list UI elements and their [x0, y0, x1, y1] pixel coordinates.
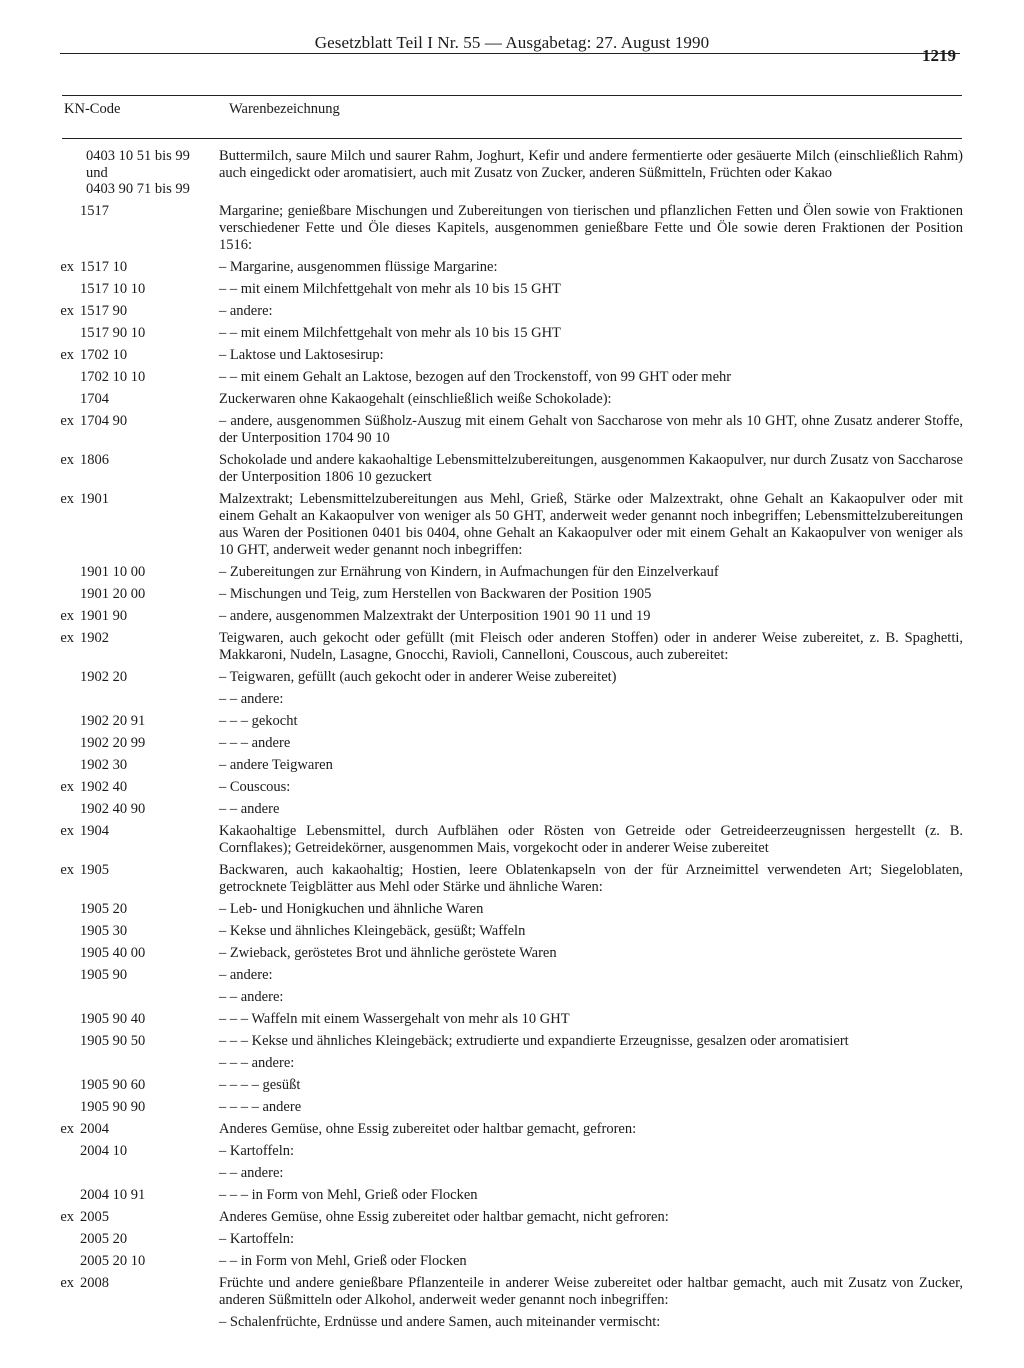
- indent-dashes: – – –: [219, 713, 252, 729]
- description-text: mit einem Milchfettgehalt von mehr als 10 bis 15 GHT: [240, 281, 561, 297]
- table-row: [0, 148, 1024, 198]
- description: [219, 391, 963, 408]
- code-number: 1902 20 99: [80, 735, 146, 751]
- description: [219, 491, 963, 559]
- kn-code: [30, 1209, 200, 1226]
- code-number: 1905 90 40: [80, 1011, 146, 1027]
- indent-dashes: –: [219, 564, 230, 580]
- description: [219, 1165, 963, 1182]
- indent-dashes: – – –: [219, 735, 252, 751]
- description-text: andere:: [229, 967, 273, 983]
- description-text: andere: [251, 735, 291, 751]
- description: [219, 823, 963, 857]
- description: [219, 801, 963, 818]
- code-number: 1517 90 10: [80, 325, 146, 341]
- code-number: 1902 20: [80, 669, 128, 685]
- description: [219, 630, 963, 664]
- description: [219, 1011, 963, 1028]
- code-number: 1517: [80, 203, 109, 219]
- code-number: 1905 20: [80, 901, 128, 917]
- description-text: Anderes Gemüse, ohne Essig zubereitet oder haltbar gemacht, gefroren:: [219, 1121, 637, 1137]
- description: [219, 1231, 963, 1248]
- kn-code: [30, 779, 200, 796]
- description-text: Malzextrakt; Lebensmittelzubereitungen aus Mehl, Grieß, Stärke oder Malzextrakt, ohne Gehalt an Kakaopulver oder mit einem Gehalt an Kakaopulver von weniger als 50 GHT, anderweit weder genannt noch inbegriffen; Lebensmittelzubereitungen aus Waren der Positionen 0401 bis 0404, ohne Gehalt an Kakaopulver oder mit einem Gehalt an Kakaopulver von weniger als 10 GHT, anderweit weder genannt noch inbegriffen:: [219, 491, 963, 558]
- table-row: [0, 325, 1024, 342]
- table-row: [0, 1121, 1024, 1138]
- description-text: Zubereitungen zur Ernährung von Kindern, in Aufmachungen für den Einzelverkauf: [229, 564, 719, 580]
- kn-code: [30, 452, 200, 469]
- table-row: [0, 967, 1024, 984]
- code-number: 1905: [80, 862, 109, 878]
- table-row: [0, 1143, 1024, 1160]
- kn-code: [30, 801, 200, 818]
- code-number: 2008: [80, 1275, 109, 1291]
- description: [219, 945, 963, 962]
- description-text: Schalenfrüchte, Erdnüsse und andere Samen, auch miteinander vermischt:: [229, 1314, 661, 1330]
- table-row: [0, 901, 1024, 918]
- code-number: 1704: [80, 391, 109, 407]
- description: [219, 1275, 963, 1309]
- description-text: Couscous:: [229, 779, 291, 795]
- table-row: [0, 1187, 1024, 1204]
- description: [219, 989, 963, 1006]
- indent-dashes: – – –: [219, 1187, 252, 1203]
- kn-code: [30, 1275, 200, 1292]
- code-number: 1806: [80, 452, 109, 468]
- description: [219, 1055, 963, 1072]
- indent-dashes: –: [219, 1143, 230, 1159]
- description-text: Laktose und Laktosesirup:: [229, 347, 384, 363]
- description-text: Kartoffeln:: [229, 1143, 295, 1159]
- code-number: 1905 90 50: [80, 1033, 146, 1049]
- description: [219, 325, 963, 342]
- code-number: 2005 20: [80, 1231, 128, 1247]
- description-text: in Form von Mehl, Grieß oder Flocken: [240, 1253, 467, 1269]
- table-row: [0, 586, 1024, 603]
- table-row: [0, 564, 1024, 581]
- description-text: andere, ausgenommen Malzextrakt der Unterposition 1901 90 11 und 19: [229, 608, 651, 624]
- description-text: andere:: [240, 989, 284, 1005]
- description: [219, 259, 963, 276]
- ex-marker: ex: [60, 259, 74, 275]
- description: [219, 1209, 963, 1226]
- description-text: gekocht: [251, 713, 298, 729]
- table-row: [0, 1231, 1024, 1248]
- ex-marker: ex: [60, 1121, 74, 1137]
- description-text: mit einem Gehalt an Laktose, bezogen auf den Trockenstoff, von 99 GHT oder mehr: [240, 369, 732, 385]
- indent-dashes: – –: [219, 325, 241, 341]
- description: [219, 413, 963, 447]
- kn-code: [30, 1099, 200, 1116]
- description: [219, 967, 963, 984]
- description: [219, 564, 963, 581]
- description: [219, 669, 963, 686]
- kn-code: [30, 945, 200, 962]
- table-row: [0, 801, 1024, 818]
- description: [219, 1253, 963, 1270]
- description: [219, 452, 963, 486]
- ex-marker: ex: [60, 608, 74, 624]
- description: [219, 369, 963, 386]
- table-row: [0, 669, 1024, 686]
- description-text: Margarine; genießbare Mischungen und Zubereitungen von tierischen und pflanzlichen Fetten und Ölen sowie von Fraktionen verschiedener Fette und Öle dieses Kapitels, ausgenommen genießbare Fette und Öle sowie deren Fraktionen der Position 1516:: [219, 203, 963, 253]
- kn-code: [30, 491, 200, 508]
- kn-code: [30, 1033, 200, 1050]
- table-header-rule: [62, 138, 962, 139]
- description-text: Teigwaren, auch gekocht oder gefüllt (mit Fleisch oder anderen Stoffen) oder in anderer Weise zubereitet, z. B. Spaghetti, Makkaroni, Nudeln, Lasagne, Gnocchi, Ravioli, Cannelloni, Couscous, auch zubereitet:: [219, 630, 963, 663]
- indent-dashes: – –: [219, 989, 241, 1005]
- kn-code: [30, 413, 200, 430]
- column-header-code: KN-Code: [64, 101, 121, 117]
- table-row: [0, 862, 1024, 896]
- table-row: [0, 989, 1024, 1006]
- indent-dashes: – – –: [219, 1055, 252, 1071]
- code-number: 1702 10 10: [80, 369, 146, 385]
- kn-code: [30, 713, 200, 730]
- kn-code: [30, 862, 200, 879]
- code-number: 1901 10 00: [80, 564, 146, 580]
- description: [219, 1121, 963, 1138]
- description: [219, 608, 963, 625]
- code-number: 2004: [80, 1121, 109, 1137]
- kn-code: [30, 1231, 200, 1248]
- description: [219, 203, 963, 254]
- code-number: 0403 10 51 bis 99 und 0403 90 71 bis 99: [86, 148, 190, 197]
- table-row: [0, 630, 1024, 664]
- description-text: Anderes Gemüse, ohne Essig zubereitet oder haltbar gemacht, nicht gefroren:: [219, 1209, 669, 1225]
- table-row: [0, 259, 1024, 276]
- indent-dashes: –: [219, 669, 230, 685]
- ex-marker: ex: [60, 491, 74, 507]
- indent-dashes: –: [219, 901, 230, 917]
- table-row: [0, 779, 1024, 796]
- table-row: [0, 413, 1024, 447]
- description: [219, 1077, 963, 1094]
- description-text: andere:: [251, 1055, 295, 1071]
- code-number: 2004 10 91: [80, 1187, 146, 1203]
- kn-code: [30, 757, 200, 774]
- kn-code: [30, 630, 200, 647]
- code-number: 1905 90: [80, 967, 128, 983]
- description: [219, 862, 963, 896]
- code-number: 1702 10: [80, 347, 128, 363]
- code-number: 1902 40 90: [80, 801, 146, 817]
- table-row: [0, 735, 1024, 752]
- description-text: Leb- und Honigkuchen und ähnliche Waren: [229, 901, 484, 917]
- description-text: in Form von Mehl, Grieß oder Flocken: [251, 1187, 478, 1203]
- ex-marker: ex: [60, 630, 74, 646]
- indent-dashes: – –: [219, 1165, 241, 1181]
- description: [219, 757, 963, 774]
- table-row: [0, 945, 1024, 962]
- code-number: 1901 90: [80, 608, 128, 624]
- description: [219, 586, 963, 603]
- ex-marker: ex: [60, 823, 74, 839]
- description: [219, 923, 963, 940]
- description-text: Waffeln mit einem Wassergehalt von mehr als 10 GHT: [251, 1011, 570, 1027]
- indent-dashes: –: [219, 413, 231, 429]
- description-text: Kakaohaltige Lebensmittel, durch Aufblähen oder Rösten von Getreide oder Getreideerzeugnissen hergestellt (z. B. Cornflakes); Getreidekörner, ausgenommen Mais, vorgekocht oder in anderer Weise zubereitet: [219, 823, 963, 856]
- indent-dashes: –: [219, 757, 230, 773]
- description-text: Kekse und ähnliches Kleingebäck; extrudierte und expandierte Erzeugnisse, gesalzen oder aromatisiert: [251, 1033, 849, 1049]
- kn-code: [30, 1055, 200, 1072]
- kn-code: [30, 1253, 200, 1270]
- ex-marker: ex: [60, 779, 74, 795]
- description-text: Teigwaren, gefüllt (auch gekocht oder in anderer Weise zubereitet): [229, 669, 617, 685]
- description: [219, 347, 963, 364]
- description: [219, 1187, 963, 1204]
- description-text: andere Teigwaren: [229, 757, 333, 773]
- code-number: 2005: [80, 1209, 109, 1225]
- table-row: [0, 713, 1024, 730]
- description-text: Zwieback, geröstetes Brot und ähnliche geröstete Waren: [229, 945, 557, 961]
- description: [219, 1314, 963, 1331]
- kn-code: [30, 1187, 200, 1204]
- code-number: 1517 10: [80, 259, 128, 275]
- indent-dashes: –: [219, 586, 230, 602]
- table-row: [0, 1253, 1024, 1270]
- table-row: [0, 1314, 1024, 1331]
- description-text: Kekse und ähnliches Kleingebäck, gesüßt; Waffeln: [229, 923, 526, 939]
- description: [219, 713, 963, 730]
- description-text: Kartoffeln:: [229, 1231, 295, 1247]
- table-row: [0, 391, 1024, 408]
- description-text: gesüßt: [262, 1077, 301, 1093]
- ex-marker: ex: [60, 452, 74, 468]
- indent-dashes: – –: [219, 1253, 241, 1269]
- kn-code: [30, 391, 200, 408]
- indent-dashes: –: [219, 347, 230, 363]
- description: [219, 779, 963, 796]
- code-number: 1901: [80, 491, 109, 507]
- code-number: 1905 90 60: [80, 1077, 146, 1093]
- description-text: andere: [262, 1099, 302, 1115]
- table-row: [0, 1275, 1024, 1309]
- indent-dashes: – –: [219, 369, 241, 385]
- kn-code: [30, 1165, 200, 1182]
- description: [219, 1099, 963, 1116]
- header-rule: [60, 53, 960, 54]
- table-row: [0, 608, 1024, 625]
- ex-marker: ex: [60, 303, 74, 319]
- kn-code: [30, 281, 200, 298]
- description-text: Backwaren, auch kakaohaltig; Hostien, leere Oblatenkapseln von der für Arzneimittel verwendeten Art; Siegeloblaten, getrocknete Teigblätter aus Mehl oder Stärke und ähnliche Waren:: [219, 862, 963, 895]
- code-number: 1904: [80, 823, 109, 839]
- kn-code: [30, 967, 200, 984]
- indent-dashes: –: [219, 259, 230, 275]
- code-number: 1704 90: [80, 413, 128, 429]
- kn-code: [30, 735, 200, 752]
- table-row: [0, 1209, 1024, 1226]
- kn-code: [30, 325, 200, 342]
- kn-code: [30, 691, 200, 708]
- table-row: [0, 1011, 1024, 1028]
- table-row: [0, 491, 1024, 559]
- description-text: andere, ausgenommen Süßholz-Auszug mit einem Gehalt von Saccharose von mehr als 10 GHT, ohne Zusatz anderer Stoffe, der Unterposition 1704 90 10: [219, 413, 963, 446]
- kn-code: [30, 369, 200, 386]
- kn-code: [30, 303, 200, 320]
- description: [219, 735, 963, 752]
- page-number: 1219: [922, 46, 956, 65]
- description: [219, 281, 963, 298]
- table-row: [0, 369, 1024, 386]
- tariff-table: [0, 148, 1024, 1336]
- indent-dashes: –: [219, 608, 230, 624]
- indent-dashes: –: [219, 303, 230, 319]
- table-row: [0, 281, 1024, 298]
- table-row: [0, 923, 1024, 940]
- kn-code: [30, 1314, 200, 1331]
- kn-code: [30, 901, 200, 918]
- description-text: Schokolade und andere kakaohaltige Lebensmittelzubereitungen, ausgenommen Kakaopulver, nur durch Zusatz von Saccharose der Unterposition 1806 10 gezuckert: [219, 452, 963, 485]
- code-number: 2004 10: [80, 1143, 128, 1159]
- column-header-description: Warenbezeichnung: [229, 101, 340, 117]
- description-text: Mischungen und Teig, zum Herstellen von Backwaren der Position 1905: [229, 586, 652, 602]
- description-text: Buttermilch, saure Milch und saurer Rahm, Joghurt, Kefir und andere fermentierte oder gesäuerte Milch (einschließlich Rahm) auch eingedickt oder aromatisiert, auch mit Zusatz von Zucker, anderen Süßmitteln, Früchten oder Kakao: [219, 148, 963, 181]
- indent-dashes: – –: [219, 801, 241, 817]
- kn-code: [30, 1143, 200, 1160]
- code-number: 2005 20 10: [80, 1253, 146, 1269]
- code-number: 1902 40: [80, 779, 128, 795]
- code-number: 1905 30: [80, 923, 128, 939]
- kn-code: [30, 823, 200, 840]
- indent-dashes: – – – –: [219, 1077, 263, 1093]
- kn-code: [30, 259, 200, 276]
- table-row: [0, 203, 1024, 254]
- description-text: andere:: [240, 1165, 284, 1181]
- table-row: [0, 691, 1024, 708]
- description-text: Früchte und andere genießbare Pflanzenteile in anderer Weise zubereitet oder haltbar gemacht, auch mit Zusatz von Zucker, anderen Süßmitteln oder Alkohol, anderweit weder genannt noch inbegriffen:: [219, 1275, 963, 1308]
- kn-code: [30, 989, 200, 1006]
- ex-marker: ex: [60, 862, 74, 878]
- kn-code: [30, 923, 200, 940]
- ex-marker: ex: [60, 1209, 74, 1225]
- code-number: 1517 10 10: [80, 281, 146, 297]
- table-row: [0, 1077, 1024, 1094]
- code-number: 1901 20 00: [80, 586, 146, 602]
- kn-code: [30, 203, 200, 220]
- description: [219, 303, 963, 320]
- kn-code: [30, 148, 200, 198]
- description: [219, 691, 963, 708]
- kn-code: [30, 1121, 200, 1138]
- table-row: [0, 1055, 1024, 1072]
- kn-code: [30, 347, 200, 364]
- table-row: [0, 1033, 1024, 1050]
- code-number: 1517 90: [80, 303, 128, 319]
- code-number: 1902 20 91: [80, 713, 146, 729]
- indent-dashes: – – –: [219, 1033, 252, 1049]
- code-number: 1902 30: [80, 757, 128, 773]
- kn-code: [30, 564, 200, 581]
- description-text: andere: [240, 801, 280, 817]
- table-row: [0, 1099, 1024, 1116]
- table-row: [0, 1165, 1024, 1182]
- table-row: [0, 823, 1024, 857]
- ex-marker: ex: [60, 413, 74, 429]
- code-number: 1902: [80, 630, 109, 646]
- description-text: andere:: [229, 303, 273, 319]
- kn-code: [30, 1077, 200, 1094]
- ex-marker: ex: [60, 1275, 74, 1291]
- kn-code: [30, 608, 200, 625]
- code-number: 1905 40 00: [80, 945, 146, 961]
- table-row: [0, 347, 1024, 364]
- indent-dashes: –: [219, 1314, 230, 1330]
- indent-dashes: –: [219, 967, 230, 983]
- indent-dashes: –: [219, 923, 230, 939]
- description: [219, 148, 963, 198]
- description: [219, 901, 963, 918]
- description: [219, 1143, 963, 1160]
- indent-dashes: – – –: [219, 1011, 252, 1027]
- ex-marker: ex: [60, 347, 74, 363]
- indent-dashes: –: [219, 779, 230, 795]
- description-text: andere:: [240, 691, 284, 707]
- kn-code: [30, 1011, 200, 1028]
- description-text: Zuckerwaren ohne Kakaogehalt (einschließlich weiße Schokolade):: [219, 391, 612, 407]
- kn-code: [30, 669, 200, 686]
- description-text: mit einem Milchfettgehalt von mehr als 10 bis 15 GHT: [240, 325, 561, 341]
- page-header-title: Gesetzblatt Teil I Nr. 55 — Ausgabetag: 27. August 1990: [314, 33, 710, 52]
- table-top-rule: [62, 95, 962, 96]
- kn-code: [30, 586, 200, 603]
- indent-dashes: – –: [219, 281, 241, 297]
- table-row: [0, 303, 1024, 320]
- indent-dashes: –: [219, 945, 230, 961]
- indent-dashes: – – – –: [219, 1099, 263, 1115]
- table-row: [0, 452, 1024, 486]
- code-number: 1905 90 90: [80, 1099, 146, 1115]
- indent-dashes: –: [219, 1231, 230, 1247]
- description-text: Margarine, ausgenommen flüssige Margarine:: [229, 259, 498, 275]
- table-row: [0, 757, 1024, 774]
- indent-dashes: – –: [219, 691, 241, 707]
- description: [219, 1033, 963, 1050]
